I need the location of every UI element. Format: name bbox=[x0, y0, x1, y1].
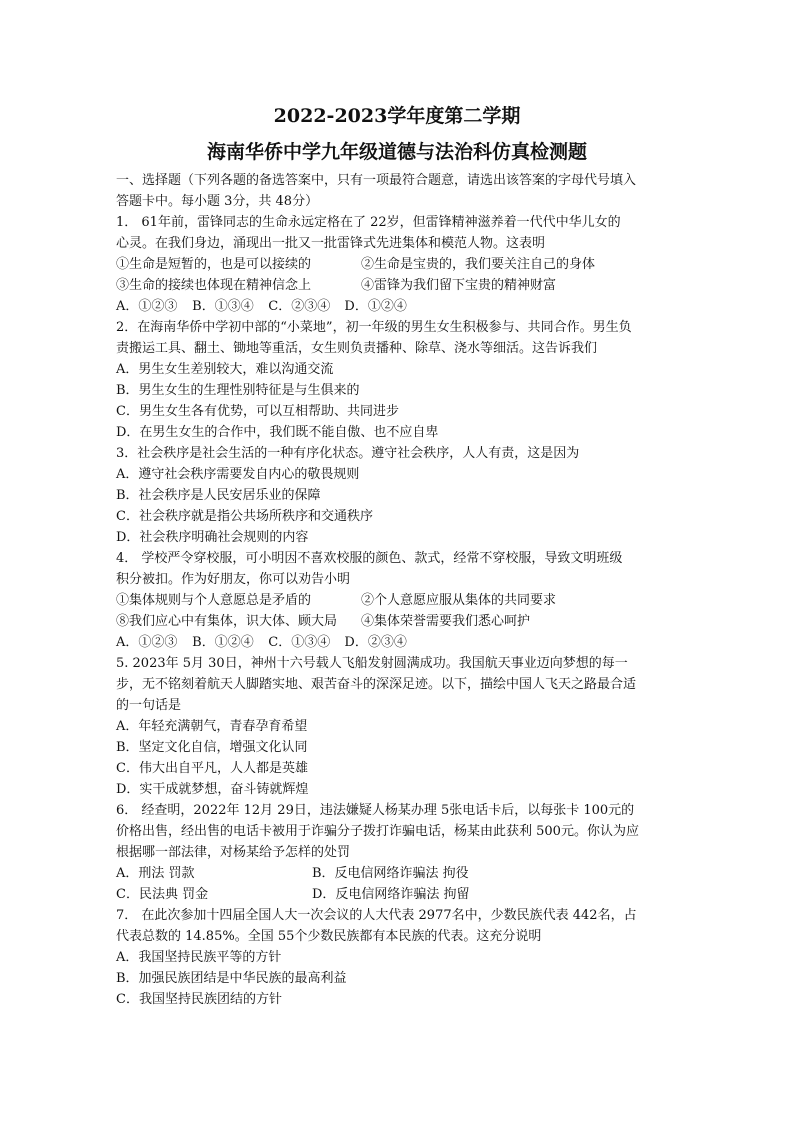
statement: ①生命是短暂的，也是可以接续的 bbox=[116, 257, 312, 272]
question-stem: 4． 学校严令穿校服，可小明因不喜欢校服的颜色、款式，经常不穿校服，导致文明班级 bbox=[116, 551, 623, 566]
option-c: C．①③④ bbox=[268, 635, 331, 650]
exam-page bbox=[116, 102, 678, 1010]
statement: ③生命的接续也体现在精神信念上 bbox=[116, 278, 312, 293]
question-stem-cont: 积分被扣。作为好朋友，你可以劝告小明 bbox=[116, 572, 351, 587]
option-a: A．我国坚持民族平等的方针 bbox=[116, 950, 282, 965]
option-a: A．①②③ bbox=[116, 299, 178, 314]
option-d: D．实干成就梦想，奋斗铸就辉煌 bbox=[116, 782, 309, 797]
option-a: A．①②③ bbox=[116, 635, 178, 650]
option-d: D．在男生女生的合作中，我们既不能自傲、也不应自卑 bbox=[116, 425, 439, 440]
question-stem-cont: 价格出售，经出售的电话卡被用于诈骗分子拨打诈骗电话，杨某由此获利 500元。你认为应 bbox=[116, 824, 639, 839]
option-c: C．伟大出自平凡，人人都是英雄 bbox=[116, 761, 308, 776]
question-stem-cont: 的一句话是 bbox=[116, 698, 182, 713]
question-stem-cont: 步，无不铭刻着航天人脚踏实地、艰苦奋斗的深深足迹。以下，描绘中国人飞天之路最合适 bbox=[116, 677, 637, 692]
option-b: B．男生女生的生理性别特征是与生俱来的 bbox=[116, 383, 360, 398]
statement: ⑧我们应心中有集体，识大体、顾大局 bbox=[116, 614, 338, 629]
answer-options-row bbox=[116, 632, 678, 653]
statement: ②生命是宝贵的，我们要关注自己的身体 bbox=[361, 257, 596, 272]
answer-options-row bbox=[116, 863, 678, 884]
option-b: B．①③④ bbox=[192, 299, 254, 314]
option-d: D．社会秩序明确社会规则的内容 bbox=[116, 530, 309, 545]
option-b: B．加强民族团结是中华民族的最高利益 bbox=[116, 971, 347, 986]
option-a: A．男生女生差别较大，难以沟通交流 bbox=[116, 362, 334, 377]
option-a: A．年轻充满朝气，青春孕育希望 bbox=[116, 719, 308, 734]
option-a: A．刑法 罚款 bbox=[116, 866, 195, 881]
option-b: B．①②④ bbox=[192, 635, 254, 650]
statement-row bbox=[116, 275, 678, 296]
answer-options-row bbox=[116, 296, 678, 317]
question-stem-cont: 责搬运工具、翻土、锄地等重活，女生则负责播种、除草、浇水等细活。这告诉我们 bbox=[116, 341, 598, 356]
option-a: A．遵守社会秩序需要发自内心的敬畏规则 bbox=[116, 467, 360, 482]
question-stem: 2．在海南华侨中学初中部的“小菜地”，初一年级的男生女生积极参与、共同合作。男生负 bbox=[116, 320, 632, 335]
option-c: C．民法典 罚金 bbox=[116, 887, 209, 902]
question-stem: 6． 经查明，2022年 12月 29日，违法嫌疑人杨某办理 5张电话卡后，以每张卡 100元的 bbox=[116, 803, 635, 818]
option-c: C．我国坚持民族团结的方针 bbox=[116, 992, 282, 1007]
option-d: D．②③④ bbox=[344, 635, 407, 650]
question-stem-cont: 根据哪一部法律，对杨某给予怎样的处罚 bbox=[116, 845, 351, 860]
question-stem: 5. 2023年 5月 30日，神州十六号载人飞船发射圆满成功。我国航天事业迈向梦想的每一 bbox=[116, 656, 628, 671]
option-b: B．坚定文化自信，增强文化认同 bbox=[116, 740, 308, 755]
statement-row bbox=[116, 254, 678, 275]
statement: ①集体规则与个人意愿总是矛盾的 bbox=[116, 593, 312, 608]
question-stem: 7． 在此次参加十四届全国人大一次会议的人大代表 2977名中，少数民族代表 442名，占 bbox=[116, 908, 637, 923]
option-b: B．反电信网络诈骗法 拘役 bbox=[312, 866, 469, 881]
question-stem-cont: 心灵。在我们身边，涌现出一批又一批雷锋式先进集体和模范人物。这表明 bbox=[116, 236, 546, 251]
statement-row bbox=[116, 590, 678, 611]
exam-title-main: 海南华侨中学九年级道德与法治科仿真检测题 bbox=[206, 141, 587, 163]
option-d: D．反电信网络诈骗法 拘留 bbox=[312, 887, 470, 902]
statement-row bbox=[116, 611, 678, 632]
option-d: D．①②④ bbox=[344, 299, 407, 314]
question-stem-cont: 代表总数的 14.85%。全国 55个少数民族都有本民族的代表。这充分说明 bbox=[116, 929, 542, 944]
exam-body bbox=[116, 170, 678, 1010]
question-stem: 3．社会秩序是社会生活的一种有序化状态。遵守社会秩序，人人有责，这是因为 bbox=[116, 446, 580, 461]
statement: ④集体荣誉需要我们悉心呵护 bbox=[361, 614, 531, 629]
exam-title-year: 2022-2023学年度第二学期 bbox=[273, 105, 521, 127]
answer-options-row bbox=[116, 884, 678, 905]
option-b: B．社会秩序是人民安居乐业的保障 bbox=[116, 488, 321, 503]
statement: ④雷锋为我们留下宝贵的精神财富 bbox=[361, 278, 557, 293]
section-instruction: 一、选择题（下列各题的备选答案中，只有一项最符合题意，请选出该答案的字母代号填入 bbox=[116, 173, 637, 188]
option-c: C．②③④ bbox=[268, 299, 331, 314]
question-stem: 1． 61年前，雷锋同志的生命永远定格在了 22岁，但雷锋精神滋养着一代代中华儿女的 bbox=[116, 215, 621, 230]
option-c: C．社会秩序就是指公共场所秩序和交通秩序 bbox=[116, 509, 373, 524]
statement: ②个人意愿应服从集体的共同要求 bbox=[361, 593, 557, 608]
option-c: C．男生女生各有优势，可以互相帮助、共同进步 bbox=[116, 404, 399, 419]
section-instruction-cont: 答题卡中。每小题 3分，共 48分） bbox=[116, 194, 319, 209]
